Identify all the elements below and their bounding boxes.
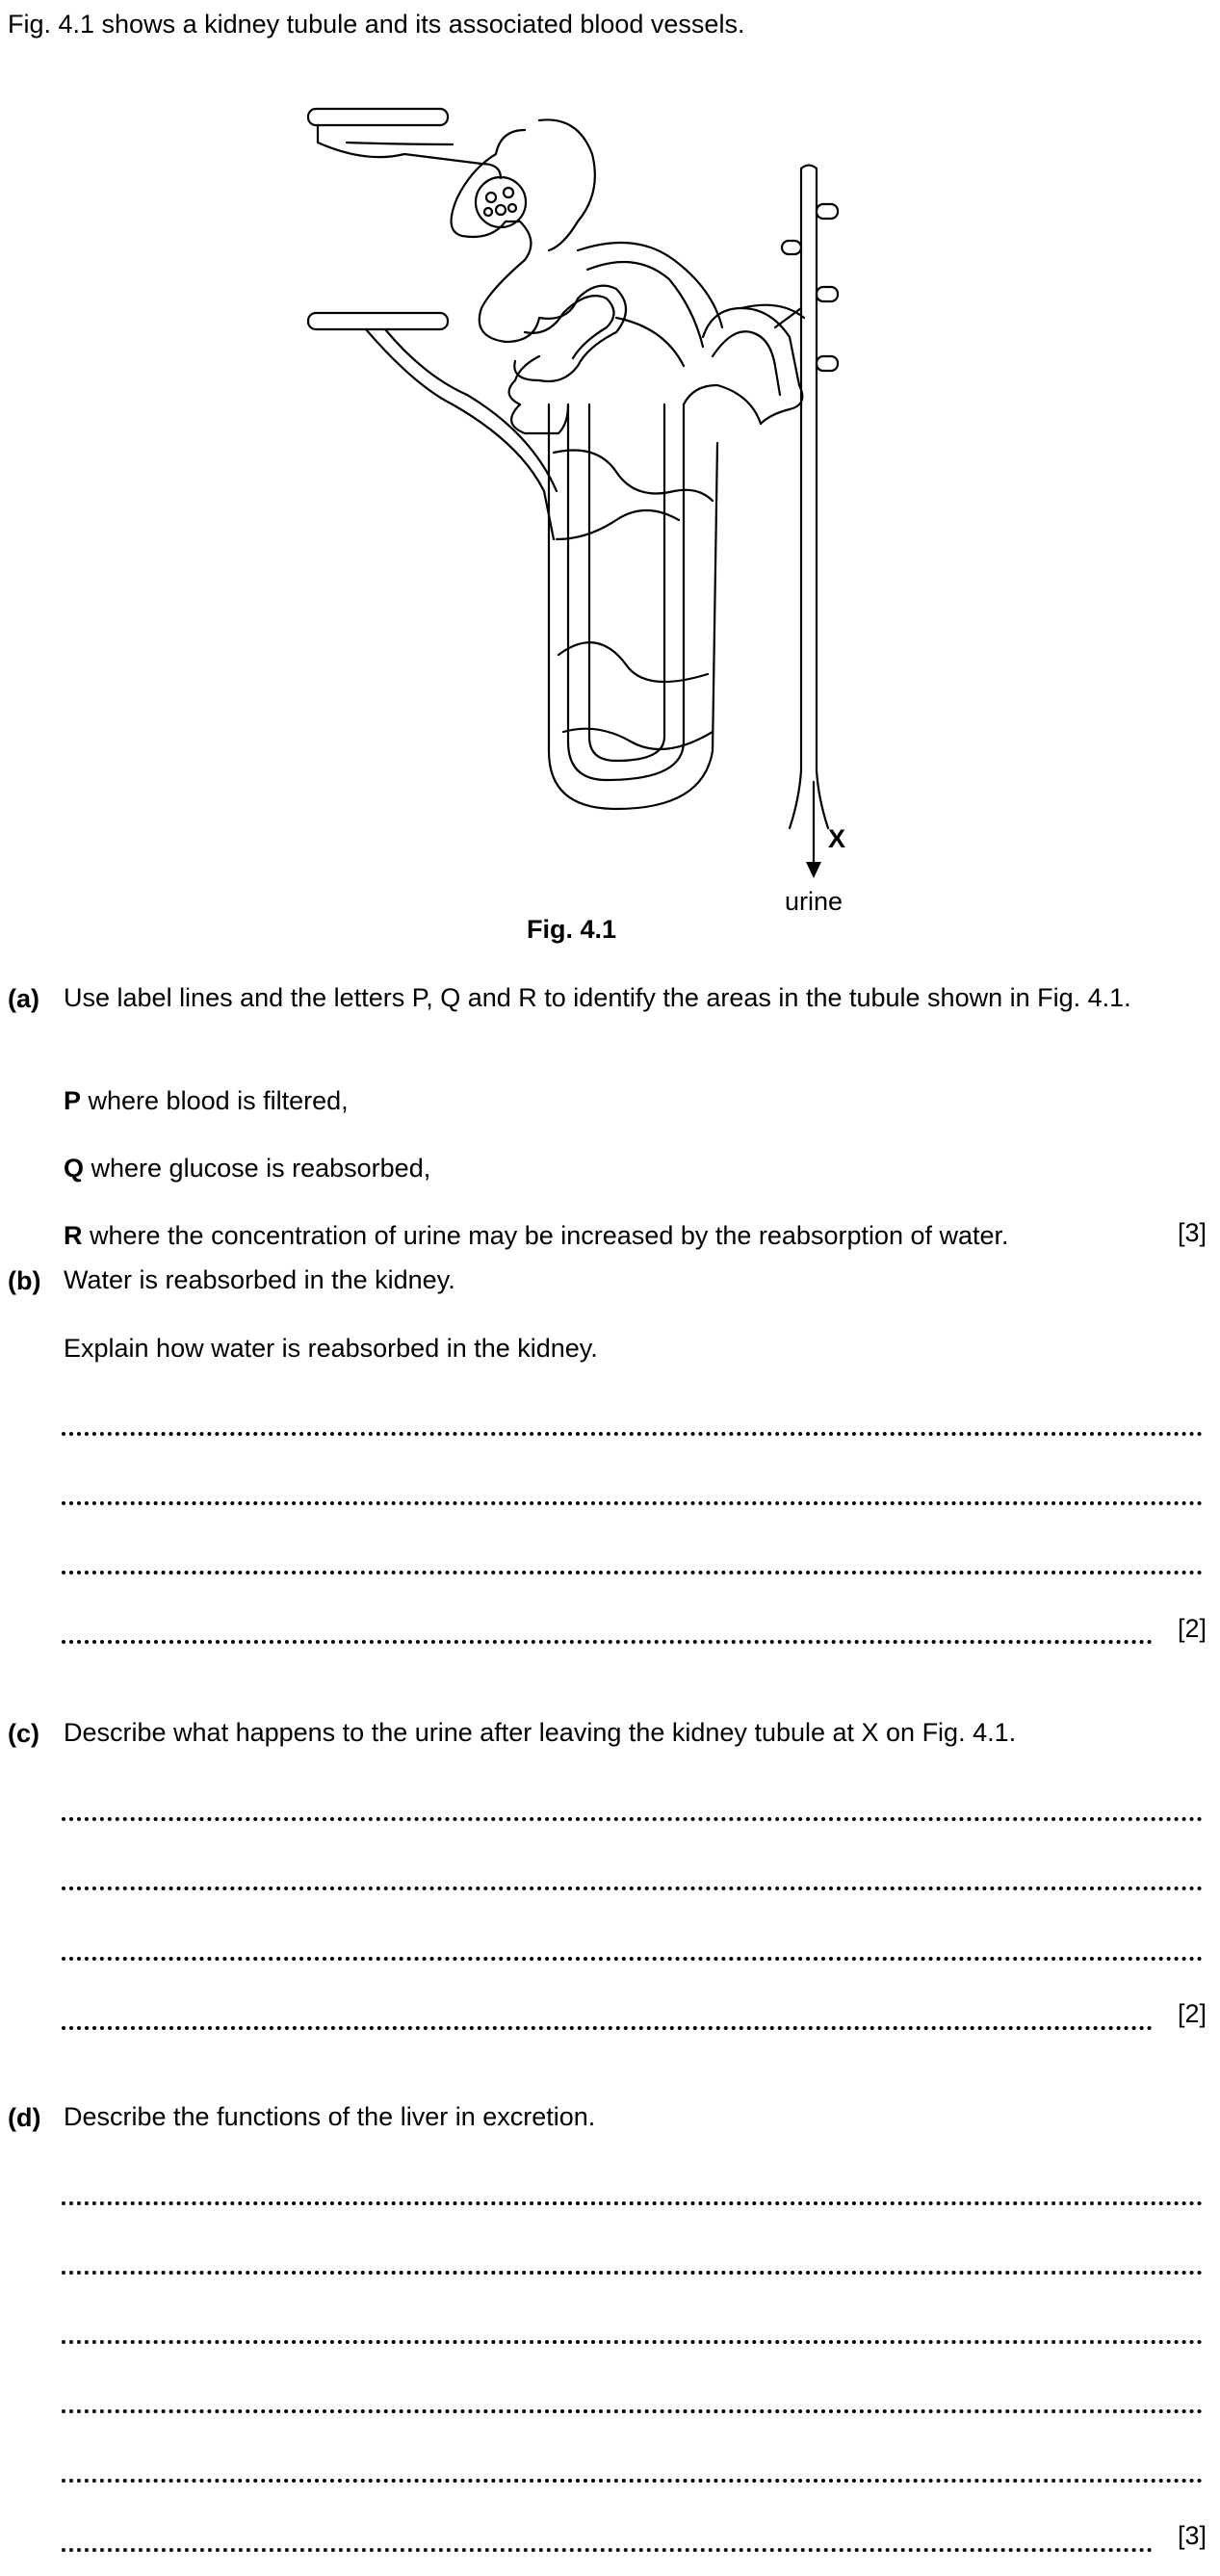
item-r-text: where the concentration of urine may be increased by the reabsorption of water. (82, 1221, 1009, 1250)
question-c-label: (c) (8, 1719, 39, 1748)
label-x: X (828, 824, 846, 853)
item-p (64, 1083, 1203, 1119)
collecting-duct (775, 166, 838, 829)
question-b-label: (b) (8, 1266, 41, 1295)
question-d-label: (d) (8, 2103, 41, 2132)
question-d-text: Describe the functions of the liver in excretion. (64, 2102, 596, 2131)
answer-line-d-2[interactable] (62, 2271, 1203, 2275)
label-urine: urine (785, 887, 844, 916)
marks-d: [3] (1177, 2521, 1207, 2550)
answer-line-d-1[interactable] (62, 2201, 1203, 2205)
question-b-prompt: Explain how water is reabsorbed in the kidney. (64, 1334, 598, 1363)
efferent-arteriole (308, 313, 557, 539)
item-p-text: where blood is filtered, (81, 1086, 349, 1115)
answer-line-d-4[interactable] (62, 2409, 1203, 2413)
question-c-text: Describe what happens to the urine after leaving the kidney tubule at X on Fig. 4.1. (64, 1718, 1017, 1747)
item-q-text: where glucose is reabsorbed, (84, 1154, 431, 1183)
answer-line-c-3[interactable] (62, 1957, 1203, 1961)
item-q-letter: Q (64, 1154, 85, 1183)
answer-line-d-6[interactable] (62, 2548, 1153, 2552)
capillary-network (549, 243, 722, 809)
distal-convoluted-tubule (703, 305, 804, 424)
proximal-convoluted-tubule (509, 286, 626, 404)
bowmans-capsule (452, 119, 595, 342)
figure-caption: Fig. 4.1 (527, 915, 617, 944)
answer-line-b-4[interactable] (62, 1640, 1153, 1644)
item-p-letter: P (64, 1086, 82, 1115)
question-a-text: Use label lines and the letters P, Q and R to identify the areas in the tubule shown in Fig. 4.1. (64, 983, 1131, 1012)
item-r-letter: R (64, 1221, 83, 1250)
question-a-label: (a) (8, 984, 39, 1013)
answer-line-d-3[interactable] (62, 2340, 1203, 2344)
item-q (64, 1151, 1203, 1186)
answer-line-b-1[interactable] (62, 1432, 1203, 1436)
kidney-tubule-diagram (0, 0, 1220, 953)
answer-line-b-2[interactable] (62, 1501, 1203, 1505)
answer-line-c-1[interactable] (62, 1817, 1203, 1821)
marks-b: [2] (1177, 1614, 1207, 1643)
intro-text: Fig. 4.1 shows a kidney tubule and its associated blood vessels. (8, 10, 745, 39)
afferent-arteriole (308, 109, 501, 178)
answer-line-c-4[interactable] (62, 2026, 1153, 2030)
answer-line-c-2[interactable] (62, 1886, 1203, 1890)
question-b-text: Water is reabsorbed in the kidney. (64, 1265, 455, 1294)
marks-a: [3] (1177, 1218, 1207, 1247)
answer-line-d-5[interactable] (62, 2479, 1203, 2483)
marks-c: [2] (1177, 1999, 1207, 2028)
answer-line-b-3[interactable] (62, 1571, 1203, 1574)
item-r (64, 1218, 1203, 1254)
